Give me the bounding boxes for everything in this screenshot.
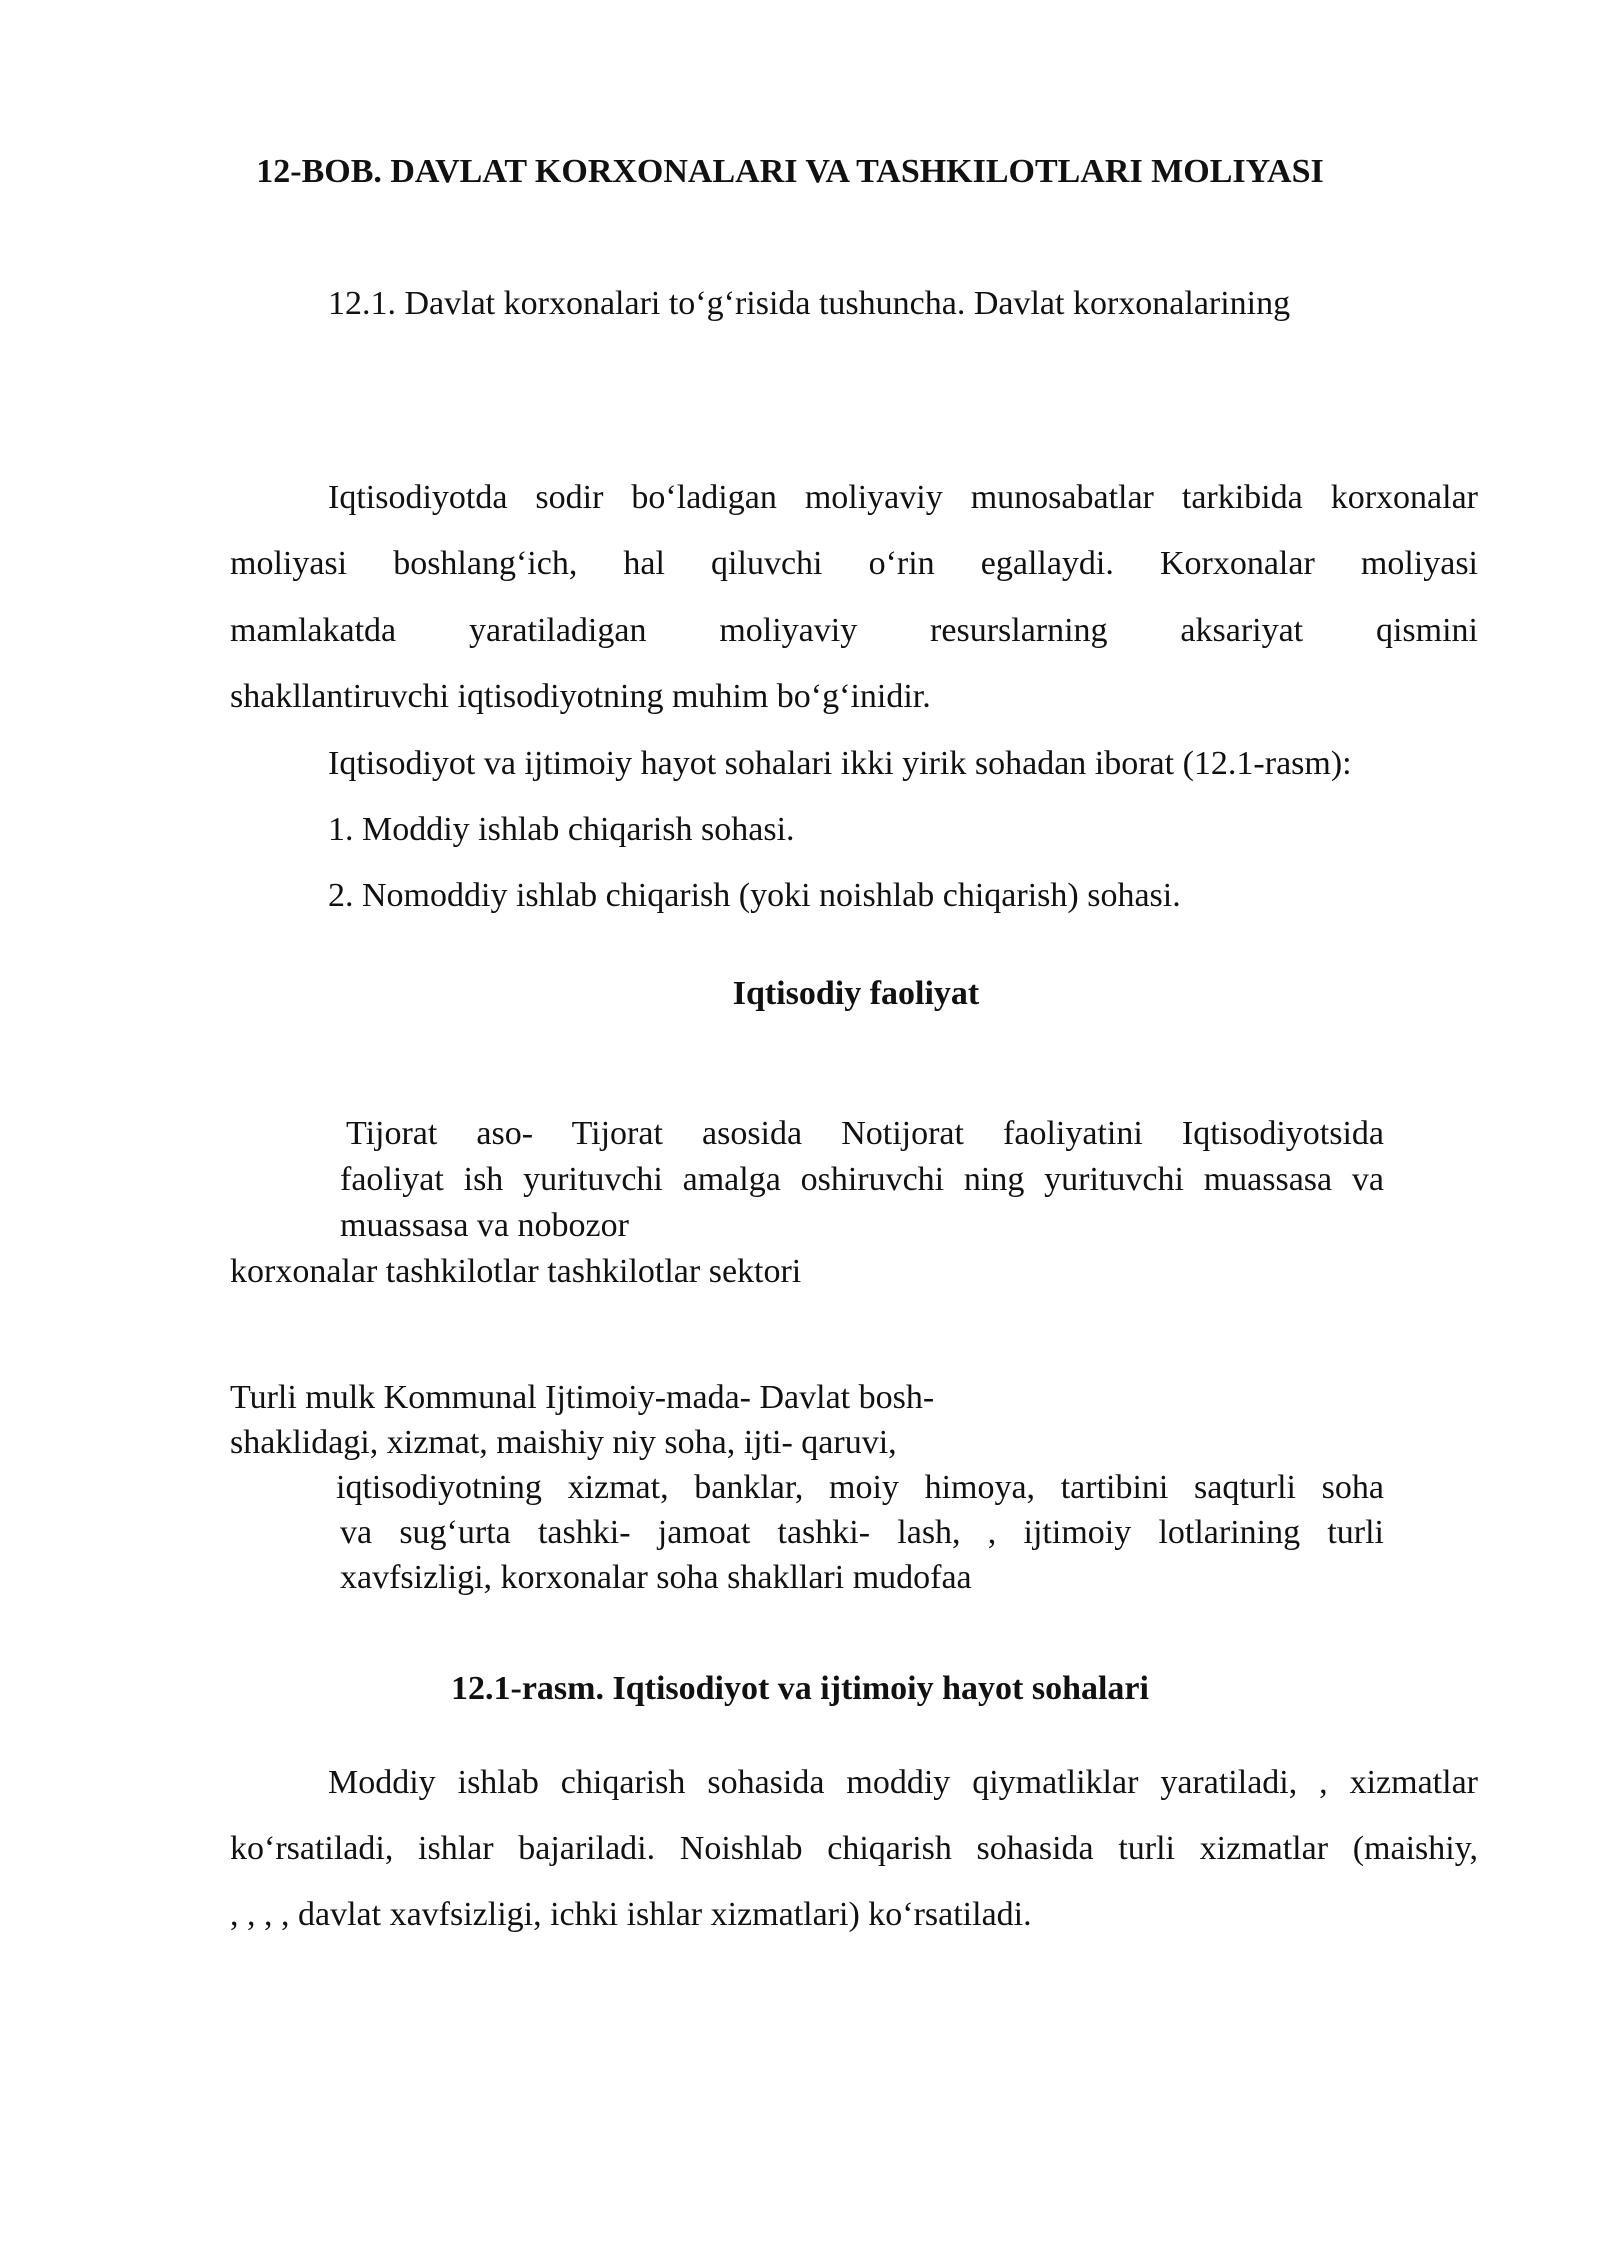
paragraph-line: shakllantiruvchi iqtisodiyotning muhim bo‘g‘inidir. <box>230 678 931 715</box>
diagram-line: va sug‘urta tashki- jamoat tashki- lash, , ijtimoiy lotlarining turli <box>340 1514 1384 1551</box>
paragraph-line: , , , , davlat xavfsizligi, ichki ishlar xizmatlari) ko‘rsatiladi. <box>230 1896 1032 1933</box>
figure-caption: 12.1-rasm. Iqtisodiyot va ijtimoiy hayot sohalari <box>451 1670 1149 1707</box>
list-item: 1. Moddiy ishlab chiqarish sohasi. <box>328 811 795 848</box>
diagram-heading: Iqtisodiy faoliyat <box>732 975 980 1012</box>
paragraph-sectors: Iqtisodiyot va ijtimoiy hayot sohalari ikki yirik sohadan iborat (12.1-rasm): <box>328 745 1352 782</box>
diagram-line: muassasa va nobozor <box>340 1207 629 1244</box>
chapter-title: 12-BOB. DAVLAT KORXONALARI VA TASHKILOTLARI MOLIYASI <box>256 153 1324 190</box>
diagram-line: Tijorat aso- Tijorat asosida Notijorat faoliyatini Iqtisodiyotsida <box>346 1115 1384 1152</box>
paragraph-line: ko‘rsatiladi, ishlar bajariladi. Noishlab chiqarish sohasida turli xizmatlar (maishiy, <box>230 1830 1478 1867</box>
diagram-line: shaklidagi, xizmat, maishiy niy soha, ijti- qaruvi, <box>230 1424 897 1461</box>
diagram-line: Turli mulk Kommunal Ijtimoiy-mada- Davlat bosh- <box>230 1379 935 1416</box>
paragraph-line: moliyasi boshlang‘ich, hal qiluvchi o‘rin egallaydi. Korxonalar moliyasi <box>230 545 1478 582</box>
paragraph-line: mamlakatda yaratiladigan moliyaviy resurslarning aksariyat qismini <box>230 612 1478 649</box>
diagram-line: faoliyat ish yurituvchi amalga oshiruvchi ning yurituvchi muassasa va <box>340 1161 1384 1198</box>
paragraph-line: Iqtisodiyotda sodir bo‘ladigan moliyaviy munosabatlar tarkibida korxonalar <box>328 479 1478 516</box>
diagram-line: korxonalar tashkilotlar tashkilotlar sektori <box>230 1253 802 1290</box>
paragraph-line: Moddiy ishlab chiqarish sohasida moddiy qiymatliklar yaratiladi, , xizmatlar <box>328 1764 1478 1801</box>
diagram-line: iqtisodiyotning xizmat, banklar, moiy himoya, tartibini saqturli soha <box>336 1469 1384 1506</box>
section-title: 12.1. Davlat korxonalari to‘g‘risida tushuncha. Davlat korxonalarining <box>328 285 1291 322</box>
diagram-line: xavfsizligi, korxonalar soha shakllari mudofaa <box>340 1559 972 1596</box>
list-item: 2. Nomoddiy ishlab chiqarish (yoki noishlab chiqarish) sohasi. <box>328 877 1181 914</box>
